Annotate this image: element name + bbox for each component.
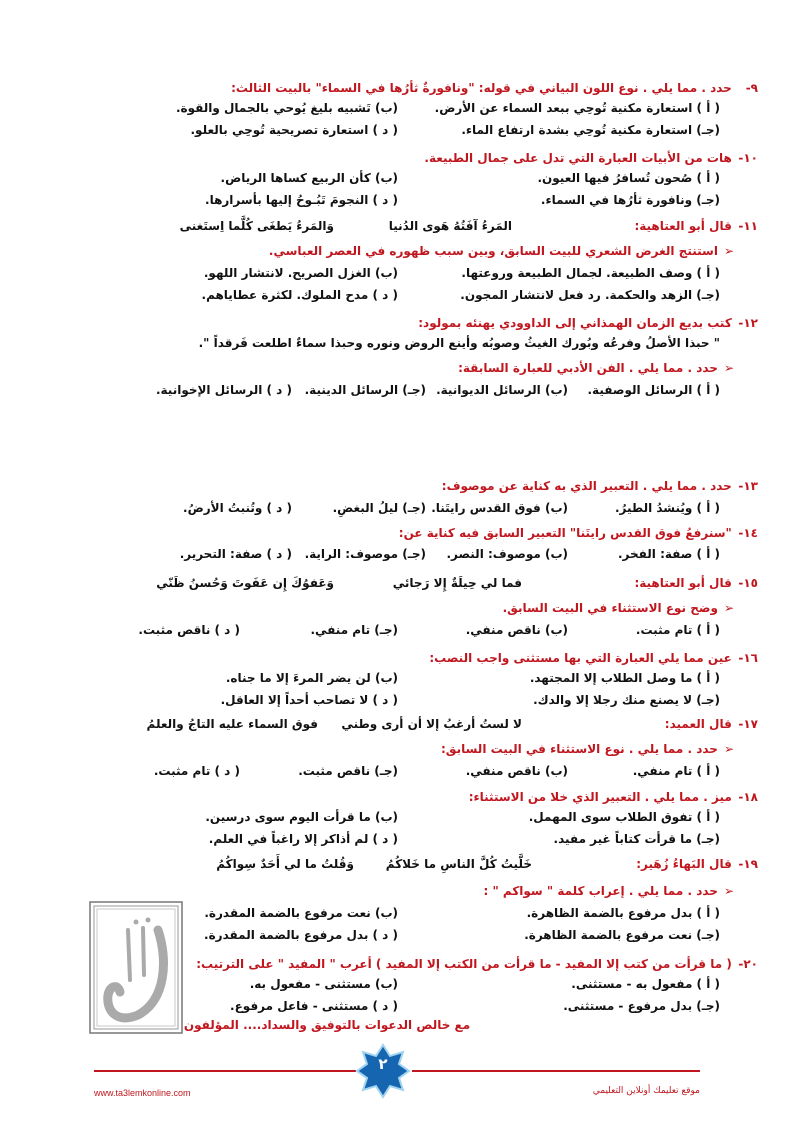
- option-b: (ب) كأن الربيع كساها الرياض.: [220, 171, 398, 185]
- verse-first-half: فما لي حِيلَةٌ إِلا رَجائي: [392, 576, 522, 590]
- page-number: ٢: [378, 1055, 388, 1073]
- footer-rule-right: [412, 1070, 700, 1072]
- sub-question-text: وضح نوع الاستثناء في البيت السابق.: [502, 601, 718, 615]
- arrow-icon: ➢: [723, 244, 734, 258]
- option-d: ( د ) وتُنبتُ الأرضُ.: [183, 501, 292, 515]
- option-d: ( د ) لا تصاحب أحداً إلا العاقل.: [220, 693, 398, 707]
- question-number: ١٦-: [738, 651, 758, 665]
- quote-text: " حبذا الأصلُ وفرعُه وبُورك الغيثُ وصوبُه وأينع الروض ونوره وحبذا سماءٌ اطلعت فَرقداً ".: [198, 336, 720, 350]
- option-a: ( أ ) صفة: الفخر.: [617, 547, 720, 561]
- question-text: كتب بديع الزمان الهمذاني إلى الداوودي يهنئه بمولود:: [418, 316, 732, 330]
- option-c: (جـ) تام منفي.: [310, 623, 398, 637]
- question-text: ميز . مما يلي . التعبير الذي خلا من الاستثناء:: [468, 790, 732, 804]
- option-b: (ب) ناقص منفي.: [465, 623, 568, 637]
- option-c: (جـ) الزهد والحكمة. رد فعل لانتشار المجون.: [460, 288, 720, 302]
- question-10: [36, 147, 758, 169]
- option-d: ( د ) تام مثبت.: [153, 764, 240, 778]
- question-number: ١٩-: [738, 857, 758, 871]
- question-text: قال أبو العتاهية:: [634, 219, 732, 233]
- option-c: (جـ) لا يصنع منك رجلا إلا والدك.: [533, 693, 720, 707]
- verse-second-half: وَقُلتُ ما لي أَحَدٌ سِواكُمُ: [216, 857, 354, 871]
- option-a: ( أ ) مفعول به - مستثنى.: [571, 977, 720, 991]
- option-a: ( أ ) ويُنشدُ الطيرُ.: [614, 501, 720, 515]
- option-a: ( أ ) تام مثبت.: [635, 623, 720, 637]
- arrow-icon: ➢: [723, 601, 734, 615]
- question-number: ١٤-: [738, 526, 758, 540]
- sub-question: [36, 880, 734, 902]
- option-b: (ب) ناقص منفي.: [465, 764, 568, 778]
- verse-first-half: المَرءُ آفَتُهُ هَوى الدُنيا: [388, 219, 512, 233]
- option-d: ( د ) مستثنى - فاعل مرفوع.: [230, 999, 398, 1013]
- sub-question-text: استنتج الغرض الشعري للبيت السابق، وبين سبب ظهوره في العصر العباسي.: [268, 244, 718, 258]
- question-18: [36, 786, 758, 808]
- option-a: ( أ ) بدل مرفوع بالضمة الظاهرة.: [526, 906, 720, 920]
- question-text: قال العميد:: [664, 717, 732, 731]
- question-number: ١٨-: [738, 790, 758, 804]
- option-b: (ب) لن يضر المرءَ إلا ما جناه.: [225, 671, 398, 685]
- arrow-icon: ➢: [723, 884, 734, 898]
- option-d: ( د ) استعارة تصريحية تُوحِي بالعلو.: [190, 123, 398, 137]
- question-text: عين مما يلي العبارة التي بها مستثنى واجب النصب:: [429, 651, 732, 665]
- option-b: (ب) مستثنى - مفعول به.: [249, 977, 398, 991]
- question-text: حدد . مما يلي . نوع اللون البياني في قوله: "ونافورةٌ ثأرُها في السماء" بالبيت الثالث:: [231, 81, 732, 95]
- option-a: ( أ ) تام منفي.: [632, 764, 720, 778]
- option-c: (جـ) بدل مرفوع - مستثنى.: [563, 999, 720, 1013]
- option-c: (جـ) ناقص مثبت.: [298, 764, 398, 778]
- option-b: (ب) ما قرأت اليوم سوى درسين.: [205, 810, 398, 824]
- question-14: [36, 522, 758, 544]
- verse-second-half: فوق السماء عليه التاجُ والعلمُ: [146, 717, 318, 731]
- option-a: ( أ ) وصف الطبيعة. لجمال الطبيعة وروعتها.: [461, 266, 720, 280]
- verse-second-half: وَعَفوُكَ إِن عَفَوتَ وَحُسنُ ظَنّي: [156, 576, 334, 590]
- footer-rule-left: [94, 1070, 356, 1072]
- option-b: (ب) موصوف: النصر.: [446, 547, 568, 561]
- option-d: ( د ) صفة: التحرير.: [179, 547, 292, 561]
- question-16: [36, 647, 758, 669]
- option-c: (جـ) نعت مرفوع بالضمة الظاهرة.: [524, 928, 720, 942]
- verse-second-half: وَالمَرءُ يَطغَى كُلَّما اِستَغنى: [179, 219, 334, 233]
- question-text: قال البَهاءُ زُهَير:: [636, 857, 732, 871]
- question-number: ١٧-: [738, 717, 758, 731]
- option-b: (ب) نعت مرفوع بالضمة المقدرة.: [204, 906, 398, 920]
- option-b: (ب) فوق القدس رايتَنا.: [431, 501, 568, 515]
- option-d: ( د ) النجومَ تَبُـوحُ إليها بأسرارها.: [205, 193, 398, 207]
- option-d: ( د ) بدل مرفوع بالضمة المقدرة.: [204, 928, 398, 942]
- option-d: ( د ) مدح الملوك. لكثرة عطاياهم.: [201, 288, 398, 302]
- option-d: ( د ) لم أذاكر إلا راغباً في العلم.: [208, 832, 398, 846]
- question-number: ١١-: [738, 219, 758, 233]
- question-number: ١٠-: [738, 151, 758, 165]
- question-text: قال أبو العتاهية:: [634, 576, 732, 590]
- verse-first-half: خَلَّيتُ كُلَّ الناسِ ما خَلاكُمُ: [385, 857, 532, 871]
- sub-question-text: حدد . مما يلي . الفن الأدبي للعبارة السابقة:: [458, 361, 718, 375]
- arrow-icon: ➢: [723, 361, 734, 375]
- question-number: ١٥-: [738, 576, 758, 590]
- question-number: ٢٠-: [738, 957, 758, 971]
- poem-title: [36, 402, 754, 424]
- question-text: ( ما قرأت من كتب إلا المفيد - ما قرأت من الكتب إلا المفيد ) أعرب " المفيد " على الترتيب:: [196, 957, 732, 971]
- option-c: (جـ) استعارة مكنية تُوحِي بشدة ارتفاع الماء.: [461, 123, 720, 137]
- sub-question-text: حدد . مما يلي . نوع الاستثناء في البيت السابق:: [440, 742, 718, 756]
- sub-question: [36, 597, 734, 619]
- sub-question: [36, 738, 734, 760]
- option-a: ( أ ) تفوق الطلاب سوى المهمل.: [528, 810, 720, 824]
- footer-url[interactable]: www.ta3lemkonline.com: [94, 1088, 191, 1098]
- verse-first-half: لا لستُ أرغبُ إلا أن أرى وطني: [341, 717, 522, 731]
- arrow-icon: ➢: [723, 742, 734, 756]
- footer-site-name: موقع تعليمك أونلاين التعليمي: [592, 1086, 700, 1096]
- option-a: ( أ ) ما وصل الطلاب إلا المجتهد.: [529, 671, 720, 685]
- option-c: (جـ) ما قرأت كتاباً غير مفيد.: [553, 832, 720, 846]
- question-text: "سنرفعُ فوق القدس رايتَنا" التعبير السابق فيه كناية عن:: [398, 526, 732, 540]
- option-c: (جـ) ليلُ البغضِ.: [332, 501, 426, 515]
- option-c: (جـ) الرسائل الدينية.: [304, 383, 426, 397]
- question-13: [36, 475, 758, 497]
- nun-wal-qalam-logo: [88, 900, 184, 1035]
- sub-question-text: حدد . مما يلي . إعراب كلمة " سواكم " :: [483, 884, 718, 898]
- option-d: ( د ) الرسائل الإخوانية.: [155, 383, 292, 397]
- option-b: (ب) تَشبيه بليغ يُوحي بالجمال والقوة.: [175, 101, 398, 115]
- question-text: حدد . مما يلي . التعبير الذي به كناية عن موصوف:: [441, 479, 732, 493]
- closing-message: مع خالص الدعوات بالتوفيق والسداد.... المؤلفون: [183, 1018, 471, 1032]
- question-number: ١٢-: [738, 316, 758, 330]
- question-number: ١٣-: [738, 479, 758, 493]
- sub-question: [36, 240, 734, 262]
- question-9: [36, 77, 758, 99]
- option-c: (جـ) ونافورة ثأرُها في السماء.: [540, 193, 720, 207]
- question-text: هات من الأبيات العبارة التي تدل على جمال الطبيعة.: [424, 151, 732, 165]
- option-c: (جـ) موصوف: الراية.: [304, 547, 426, 561]
- option-b: (ب) الغزل الصريح. لانتشار اللهو.: [203, 266, 398, 280]
- option-a: ( أ ) استعارة مكنية تُوحِي ببعد السماء عن الأرض.: [434, 101, 720, 115]
- option-a: ( أ ) صُحون تُسافرُ فيها العيون.: [537, 171, 720, 185]
- option-b: (ب) الرسائل الديوانية.: [436, 383, 568, 397]
- question-number: ٩-: [745, 81, 758, 95]
- question-12: [36, 312, 758, 334]
- option-d: ( د ) ناقص مثبت.: [138, 623, 240, 637]
- option-a: ( أ ) الرسائل الوصفية.: [587, 383, 720, 397]
- sub-question: [36, 357, 734, 379]
